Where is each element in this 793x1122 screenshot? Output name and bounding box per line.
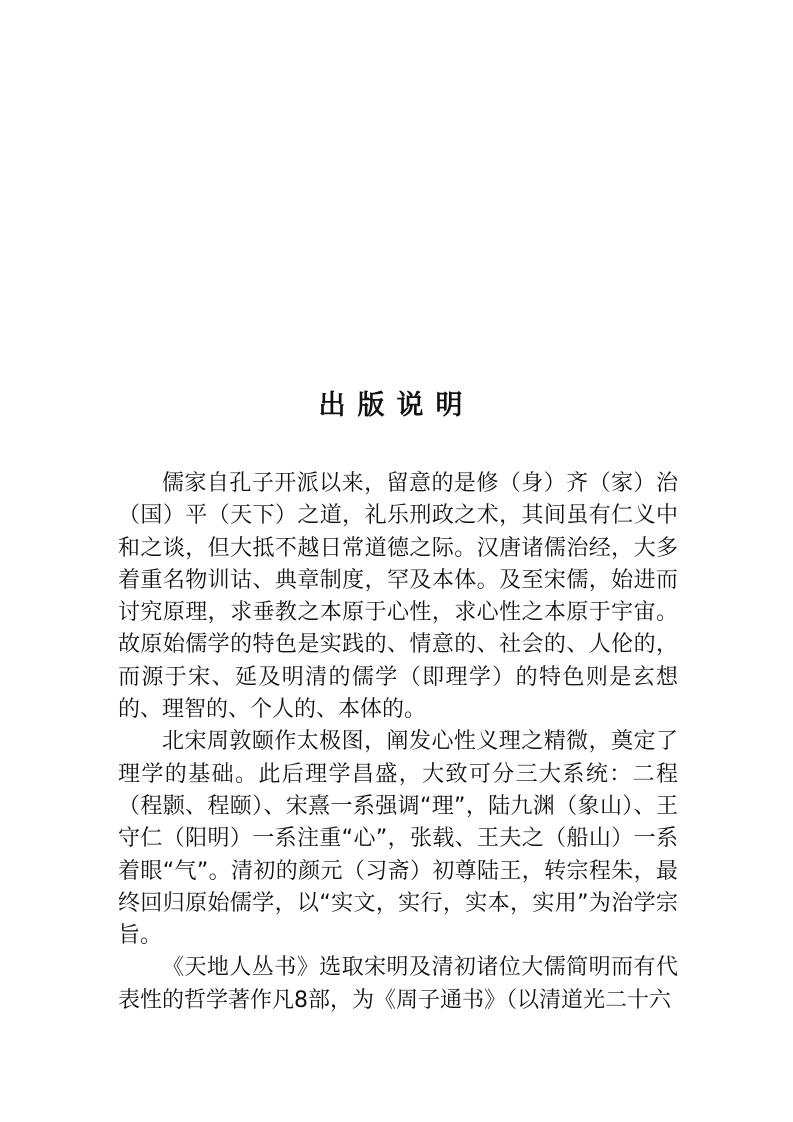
page-title: 出版说明 — [318, 390, 475, 421]
paragraph-1: 儒家自孔子开派以来，留意的是修（身）齐（家）治（国）平（天下）之道，礼乐刑政之术，其间虽有仁义中和之谈，但大抵不越日常道德之际。汉唐诸儒治经，大多着重名物训诂、典章制度，罕及本体。及至宋儒，始进而讨究原理，求垂教之本原于心性，求心性之本原于宇宙。故原始儒学的特色是实践的、情意的、社会的、人伦的，而源于宋、延及明清的儒学（即理学）的特色则是玄想的、理智的、个人的、本体的。 — [118, 471, 678, 723]
paragraph-2: 北宋周敦颐作太极图，阐发心性义理之精微，奠定了理学的基础。此后理学昌盛，大致可分三大系统：二程（程颢、程颐）、宋熹一系强调“理”，陆九渊（象山）、王守仁（阳明）一系注重“心”，张载、王夫之（船山）一系着眼“气”。清初的颜元（习斋）初尊陆王，转宗程朱，最终回归原始儒学，以“实文，实行，实本，实用”为治学宗旨。 — [118, 729, 678, 949]
paragraph-3: 《天地人丛书》选取宋明及清初诸位大儒简明而有代表性的哲学著作凡8部，为《周子通书》（以清道光二十六 — [118, 955, 678, 1013]
body-text — [118, 468, 678, 1017]
